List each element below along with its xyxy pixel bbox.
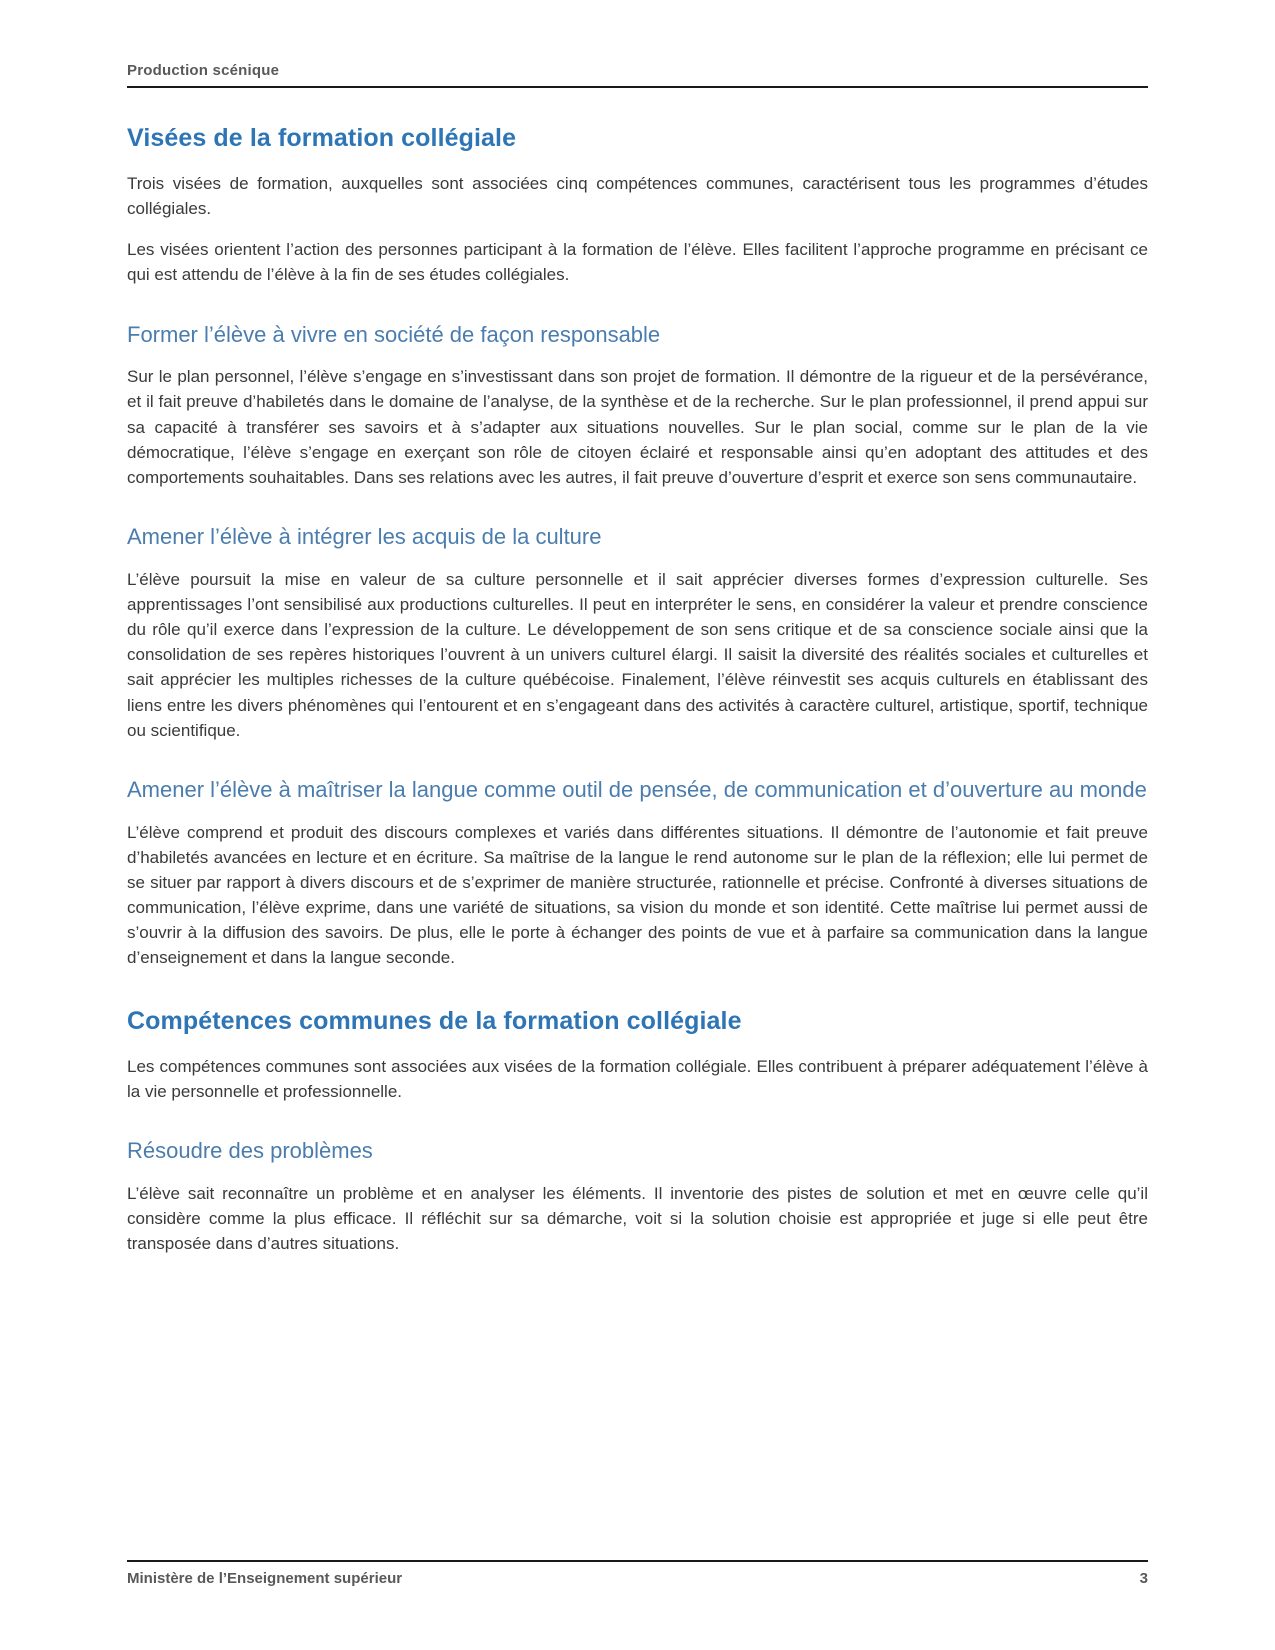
page-footer bbox=[127, 1560, 1148, 1587]
paragraph-culture: L’élève poursuit la mise en valeur de sa culture personnelle et il sait apprécier diverses formes d’expression culturelle. Ses apprentissages l’ont sensibilisé aux productions culturelles. Il peut en interpréter le sens, en considérer la valeur et prendre conscience du rôle qu’il exerce dans l’expression de la culture. Le développement de son sens critique et de sa conscience sociale ainsi que la consolidation de ses repères historiques l’ouvrent à un univers culturel élargi. Il saisit la diversité des réalités sociales et culturelles et sait apprécier les multiples richesses de la culture québécoise. Finalement, l’élève réinvestit ses acquis culturels en établissant des liens entre les divers phénomènes qui l’entourent et en s’engageant dans des activités à caractère culturel, artistique, sportif, technique ou scientifique. bbox=[127, 569, 1148, 740]
paragraph-former: Sur le plan personnel, l’élève s’engage en s’investissant dans son projet de formation. Il démontre de la rigueur et de la persévérance, et il fait preuve d’habiletés dans le domaine de l’analyse, de la synthèse et de la recherche. Sur le plan professionnel, il prend appui sur sa capacité à transférer ses savoirs et à s’adapter aux situations nouvelles. Sur le plan social, comme sur le plan de la vie démocratique, l’élève s’engage en exerçant son rôle de citoyen éclairé et responsable ainsi qu’en adoptant des attitudes et des comportements souhaitables. Dans ses relations avec les autres, il fait preuve d’ouverture d’esprit et exerce son sens communautaire. bbox=[127, 367, 1148, 487]
subsection-title-former: Former l’élève à vivre en société de façon responsable bbox=[127, 321, 661, 347]
running-header: Production scénique bbox=[127, 62, 1148, 88]
footer-page-number: 3 bbox=[1139, 1570, 1148, 1587]
page-content bbox=[127, 124, 1148, 1256]
section-title-competences: Compétences communes de la formation collégiale bbox=[127, 1006, 742, 1035]
subsection-title-culture: Amener l’élève à intégrer les acquis de la culture bbox=[127, 524, 602, 550]
section-title-visees: Visées de la formation collégiale bbox=[127, 124, 517, 152]
paragraph-competences: Les compétences communes sont associées aux visées de la formation collégiale. Elles contribuent à préparer adéquatement l’élève à la vie personnelle et professionnelle. bbox=[127, 1056, 1148, 1101]
subsection-title-langue: Amener l’élève à maîtriser la langue comme outil de pensée, de communication et d’ouverture au monde bbox=[127, 776, 1147, 802]
paragraph-visees-2: Les visées orientent l’action des personnes participant à la formation de l’élève. Elles facilitent l’approche programme en précisant ce qui est attendu de l’élève à la fin de ses études collégiales. bbox=[127, 240, 1148, 285]
subsection-title-resoudre: Résoudre des problèmes bbox=[127, 1137, 373, 1163]
paragraph-langue: L’élève comprend et produit des discours complexes et variés dans différentes situations. Il démontre de l’autonomie et fait preuve d’habiletés avancées en lecture et en écriture. Sa maîtrise de la langue le rend autonome sur le plan de la réflexion; elle lui permet de se situer par rapport à divers discours et de s’exprimer de manière structurée, rationnelle et précise. Confronté à diverses situations de communication, l’élève exprime, dans une variété de situations, sa vision du monde et son identité. Cette maîtrise lui permet aussi de s’ouvrir à la diffusion des savoirs. De plus, elle le porte à échanger des points de vue et à parfaire sa communication dans la langue d’enseignement et dans la langue seconde. bbox=[127, 822, 1148, 968]
paragraph-visees-1: Trois visées de formation, auxquelles sont associées cinq compétences communes, caractérisent tous les programmes d’études collégiales. bbox=[127, 174, 1148, 219]
footer-ministry-label: Ministère de l’Enseignement supérieur bbox=[127, 1570, 403, 1587]
paragraph-resoudre: L’élève sait reconnaître un problème et en analyser les éléments. Il inventorie des pistes de solution et met en œuvre celle qu’il considère comme la plus efficace. Il réfléchit sur sa démarche, voit si la solution choisie est appropriée et juge si elle peut être transposée dans d’autres situations. bbox=[127, 1183, 1148, 1253]
